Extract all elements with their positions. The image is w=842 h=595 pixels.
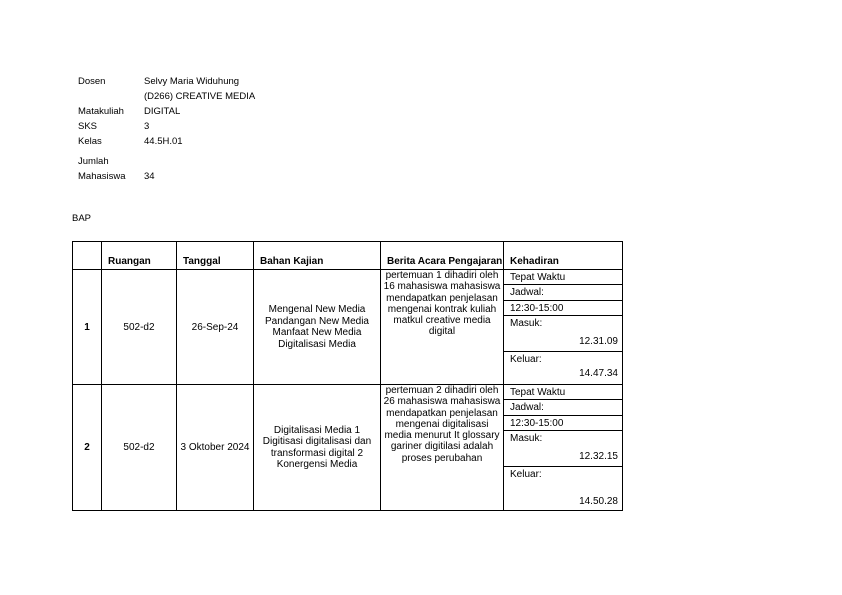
jumlah-label: Jumlah <box>78 156 109 167</box>
row-number: 1 <box>73 270 102 385</box>
row-number: 2 <box>73 385 102 511</box>
jadwal-value: 12:30-15:00 <box>504 301 622 316</box>
table-row <box>73 270 623 385</box>
dosen-value: Selvy Maria Widuhung <box>144 76 240 87</box>
header-berita-acara: Berita Acara Pengajaran <box>381 242 504 270</box>
status-text: Tepat Waktu <box>504 385 622 400</box>
berita-acara-cell: pertemuan 1 dihadiri oleh 16 mahasiswa mahasiswa mendapatkan penjelasan mengenai kontrak kuliah matkul creative media digital <box>381 270 504 385</box>
kelas-label: Kelas <box>78 136 102 147</box>
jumlah-value: 34 <box>144 171 155 182</box>
kehadiran-cell <box>504 385 623 511</box>
sks-label: SKS <box>78 121 98 132</box>
bahan-kajian-cell: Mengenal New Media Pandangan New Media Manfaat New Media Digitalisasi Media <box>254 270 381 385</box>
header-ruangan: Ruangan <box>102 242 177 270</box>
status-text: Tepat Waktu <box>504 270 622 285</box>
jadwal-label: Jadwal: <box>504 400 622 415</box>
header-bahan-kajian: Bahan Kajian <box>254 242 381 270</box>
tanggal-cell: 3 Oktober 2024 <box>177 385 254 511</box>
table-row <box>73 385 623 511</box>
mahasiswa-label: Mahasiswa <box>78 171 126 182</box>
kelas-value: 44.5H.01 <box>144 136 183 147</box>
header-no <box>73 242 102 270</box>
keluar-value: 14.47.34 <box>579 367 618 379</box>
masuk-label: Masuk: <box>510 318 543 330</box>
bahan-kajian-cell: Digitalisasi Media 1 Digitisasi digitalisasi dan transformasi digital 2 Konergensi Media <box>254 385 381 511</box>
keluar-label: Keluar: <box>510 468 542 480</box>
keluar-value: 14.50.28 <box>579 495 618 507</box>
sks-value: 3 <box>144 121 150 132</box>
matakuliah-label: Matakuliah <box>78 106 124 117</box>
ruangan-cell: 502-d2 <box>102 270 177 385</box>
matakuliah-line1: (D266) CREATIVE MEDIA <box>144 91 256 102</box>
dosen-label: Dosen <box>78 76 106 87</box>
berita-acara-cell: pertemuan 2 dihadiri oleh 26 mahasiswa mahasiswa mendapatkan penjelasan mengenai digitalisasi media menurut It glossary gariner digitilasi adalah proses perubahan <box>381 385 504 511</box>
ruangan-cell: 502-d2 <box>102 385 177 511</box>
header-kehadiran: Kehadiran <box>504 242 623 270</box>
tanggal-cell: 26-Sep-24 <box>177 270 254 385</box>
masuk-value: 12.32.15 <box>504 447 622 467</box>
jadwal-label: Jadwal: <box>504 285 622 300</box>
bap-table <box>72 241 623 511</box>
kehadiran-cell <box>504 270 623 385</box>
keluar-label: Keluar: <box>510 353 542 365</box>
masuk-value: 12.31.09 <box>504 332 622 352</box>
table-header-row <box>73 242 623 270</box>
masuk-label: Masuk: <box>510 433 543 445</box>
jadwal-value: 12:30-15:00 <box>504 416 622 431</box>
bap-title: BAP <box>72 213 92 224</box>
header-tanggal: Tanggal <box>177 242 254 270</box>
course-info <box>78 74 255 184</box>
matakuliah-value: DIGITAL <box>144 106 181 117</box>
